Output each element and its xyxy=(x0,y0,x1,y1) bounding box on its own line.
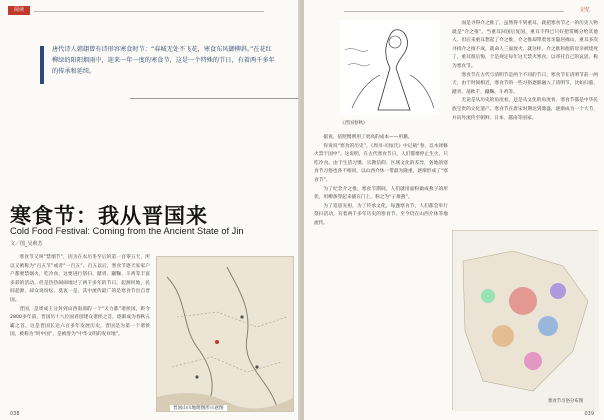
map-caption: 晋国山川地理图形示意图 xyxy=(170,405,227,411)
body-column-top xyxy=(452,20,598,226)
paragraph: 你说说“寒食的历史”，《周书·司烜氏》中记载“春，以木铎修火禁于国中”。这说明，在古代寒食节日，人们都要停止生火，只吃冷食。由于生活习惯、宗教信仰、区域文化的差异，各地的寒食节习俗也各不相同，以山西介休一带最为隆重，逐渐形成了“寒食节”。 xyxy=(314,143,448,183)
body-column-1 xyxy=(10,254,150,412)
map-graphic xyxy=(157,257,294,412)
figure-drawing xyxy=(340,20,440,115)
paragraph: 据说，依照惯例用了更高的成本——用籍。 xyxy=(323,135,413,140)
paragraph: 寒食节又叫“禁烟节”，因为在农历冬至后的第一百零五天，所以又被称为“百五节”或者“一百五”。百五以后，寒食节逐天家家户户都要禁烟火，吃冷食，这要进行祭扫、踏青、蹴鞠、斗鸡等丰富多彩的活动。但是热热闹闹地过了两千多年的节日，起源何地，民间起源、却众说纷纭，莫衷一是。其中流传最广的是寒食节出自晋国。 xyxy=(10,255,150,303)
section-tab: 记忆 xyxy=(579,7,590,13)
body-column-mid xyxy=(314,134,448,412)
paragraph: 而是寻得介之推了，虽然得不到重耳，就把寒食节之一的历史人物就是“介之推”。当重耳回国后复国，重耳不得已只好把赏赐分给其他人，但后来重耳想起了介之推，介之推却带着母亲隐居绵山，重耳多次寻找介之推不成，就命人三面放火，就这样，介之推和他的母亲被烧死了，重耳很后悔，于是规定每年这天禁火寒食，以寄托自己的哀思，称为寒食节。 xyxy=(452,21,598,69)
illustration-caption: 《晋国春秋》 xyxy=(340,121,368,126)
page-number-right: 039 xyxy=(584,411,594,417)
paragraph: 寒食节在古代与清明节是两个不同的节日，寒食节在清明节前一两天，由于时间相近，寒食节的一些习俗逐渐融入了清明节，比如扫墓、踏青、荡秋千、蹴鞠、斗鸡等。 xyxy=(452,72,598,95)
page-number-left: 038 xyxy=(10,411,20,417)
lead-paragraph: 唐代诗人韩翃曾有诗形容寒食时节：“春城无处不飞花，寒食东风御柳斜。”在花红柳绿的阳阳烟雨中，迎来一年一度的寒食节，这是一个特殊的节日，有着两千多年的传承和延续。 xyxy=(52,46,275,75)
paragraph: 为了纪念介之推，寒食节期间，人们就用面粉做成燕子的形状，用柳条穿起来插在门上，称之为“子推燕”。 xyxy=(314,186,448,201)
article-subtitle-en: Cold Food Festival: Coming from the Ancient State of Jin xyxy=(10,226,244,236)
ink-illustration xyxy=(340,20,440,115)
article-title: 寒食节：我从晋国来 xyxy=(10,204,208,228)
distribution-map xyxy=(452,230,598,410)
map-illustration xyxy=(156,256,294,412)
header-rule xyxy=(344,11,564,12)
left-page xyxy=(0,0,300,420)
map-caption-right: 寒食节习俗分布图 xyxy=(548,399,584,404)
lead-accent-bar xyxy=(40,46,44,84)
byline: 文／图_吴莉芳 xyxy=(10,241,43,247)
header-rule xyxy=(34,11,264,12)
right-page xyxy=(304,0,604,420)
paragraph: 无论是从历史的角度看，还是从文化的角度看，寒食节都是中华民族宝贵的文化遗产。寒食节在唐宋时期达到鼎盛，逐渐成为一个大节，并向外流传至朝鲜、日本、越南等国家。 xyxy=(452,98,598,121)
paragraph: 为了追思先祖，为了传承文化，每逢寒食节，人们都会举行祭扫活动，有着两千多年历史的寒食节，至今仍在山西介休等地流传。 xyxy=(314,203,448,226)
divider xyxy=(130,98,298,99)
section-tab: 阅读 xyxy=(8,6,30,15)
paragraph: 晋国，是周成王分封到山西南部的一个“天力都”诸侯国，距今2800多年前，晋国历十八位国君创建众诸侯之首，逐渐成为春秋五霸之首。这是晋国长达六百多年发展历史，晋国是为第一个诸侯国，被称为“时中国”，是被誉为“中华文明的发祥地”。 xyxy=(10,306,150,338)
distribution-graphic xyxy=(453,231,599,411)
